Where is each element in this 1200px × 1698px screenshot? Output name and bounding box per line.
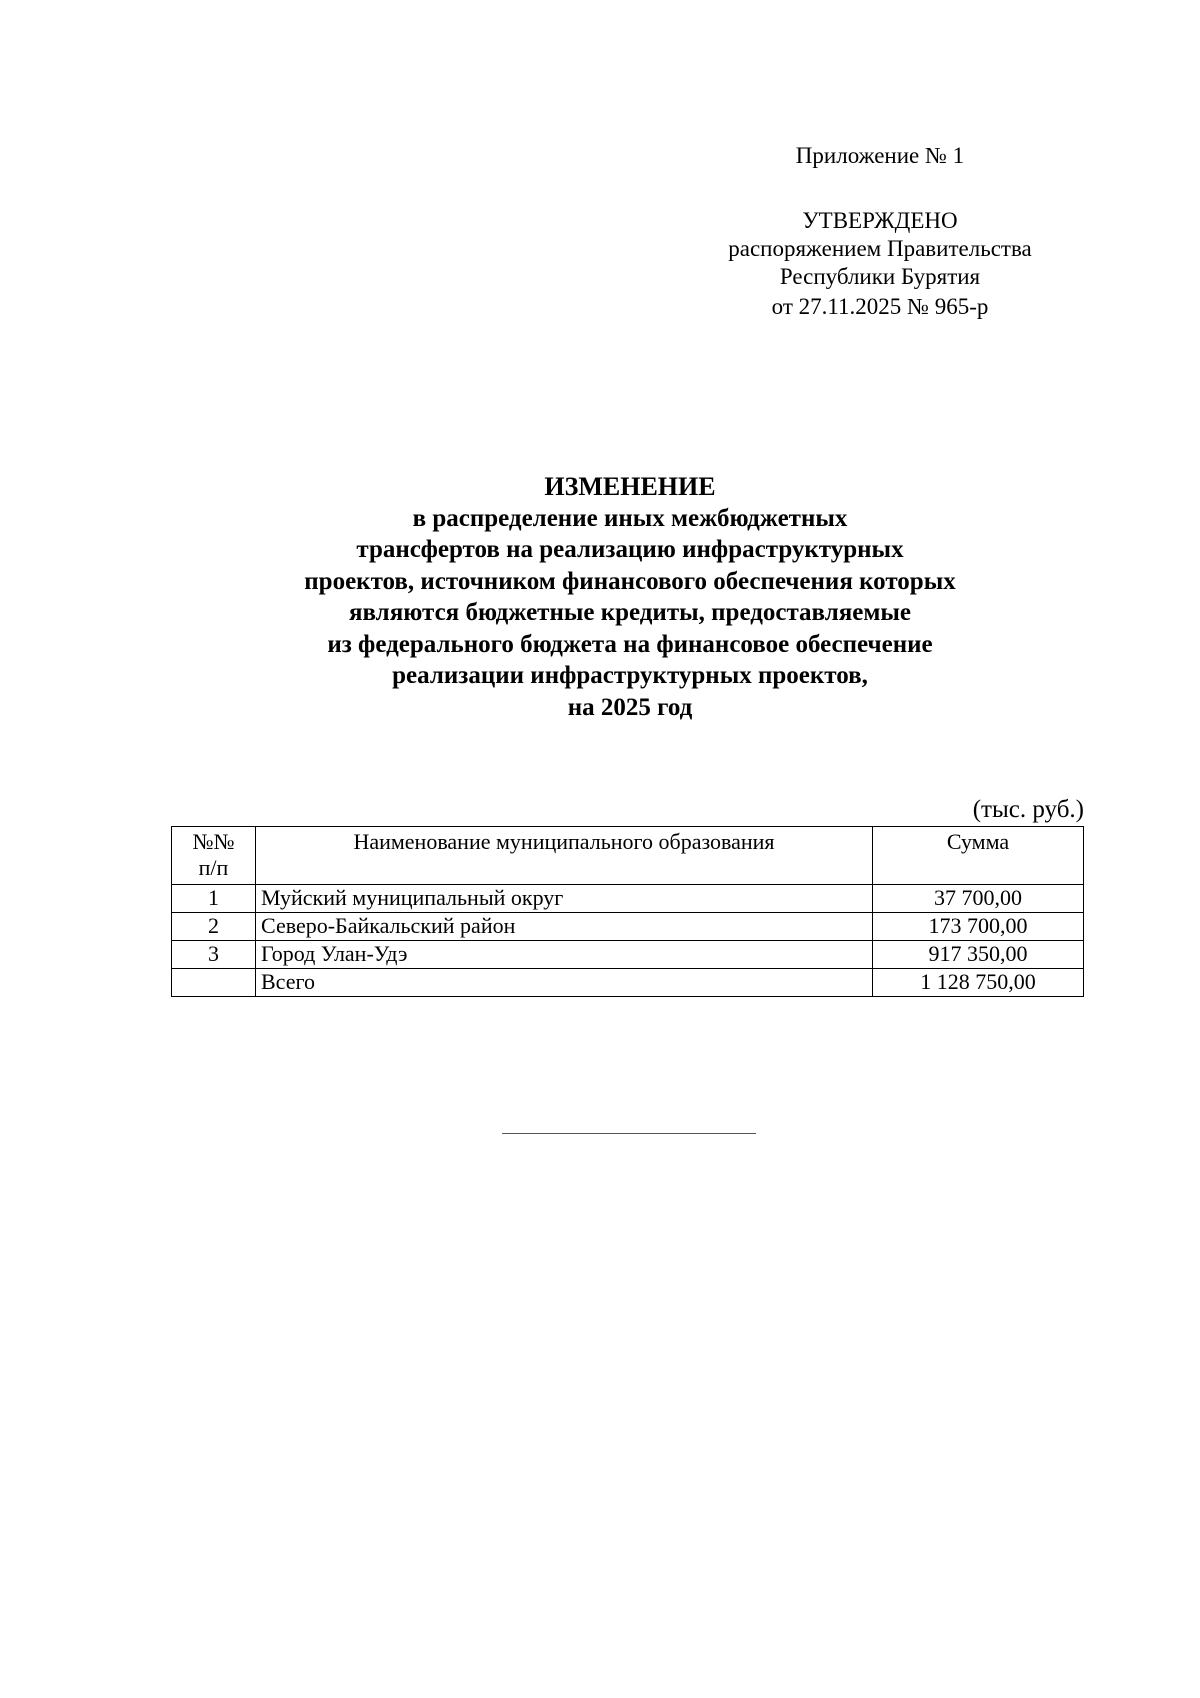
row-sum: 173 700,00: [873, 913, 1084, 941]
title-heading: ИЗМЕНЕНИЕ: [544, 472, 716, 501]
appendix-label: Приложение № 1: [795, 143, 965, 168]
row-name: Город Улан-Удэ: [256, 941, 873, 969]
title-line: проектов, источником финансового обеспечения которых: [304, 567, 956, 595]
header-name: Наименование муниципального образования: [256, 827, 873, 885]
approval-stamp: [690, 207, 1070, 321]
header-number-line-2: п/п: [198, 855, 229, 880]
approved-by-line-1: распоряжением Правительства: [728, 236, 1032, 261]
header-number: [172, 827, 256, 885]
table-row: [172, 913, 1084, 941]
title-line: являются бюджетные кредиты, предоставляемые: [348, 599, 912, 626]
row-sum: 37 700,00: [873, 885, 1084, 913]
document-title: [180, 471, 1080, 723]
total-label: Всего: [256, 969, 873, 997]
title-line: трансфертов на реализацию инфраструктурных: [356, 536, 904, 563]
total-number: [172, 969, 256, 997]
approved-label: УТВЕРЖДЕНО: [802, 208, 958, 233]
title-line: на 2025 год: [567, 693, 693, 721]
table-row: [172, 885, 1084, 913]
header-sum: Сумма: [873, 827, 1084, 885]
row-number: 3: [172, 941, 256, 969]
row-name: Муйский муниципальный округ: [256, 885, 873, 913]
title-line: реализации инфраструктурных проектов,: [392, 662, 868, 689]
table-total-row: [172, 969, 1084, 997]
row-name: Северо-Байкальский район: [256, 913, 873, 941]
row-number: 2: [172, 913, 256, 941]
table-row: [172, 941, 1084, 969]
units-label: (тыс. руб.): [972, 796, 1084, 823]
row-sum: 917 350,00: [873, 941, 1084, 969]
distribution-table: [171, 826, 1084, 997]
title-line: из федерального бюджета на финансовое обеспечение: [327, 630, 933, 658]
row-number: 1: [172, 885, 256, 913]
end-divider: [502, 1133, 756, 1134]
table-header-row: [172, 827, 1084, 885]
title-line: в распределение иных межбюджетных: [412, 504, 848, 532]
header-number-line-1: №№: [192, 829, 235, 854]
approved-by-line-2: Республики Бурятия: [779, 264, 981, 289]
approval-date-line: от 27.11.2025 № 965-р: [771, 294, 989, 319]
total-sum: 1 128 750,00: [873, 969, 1084, 997]
